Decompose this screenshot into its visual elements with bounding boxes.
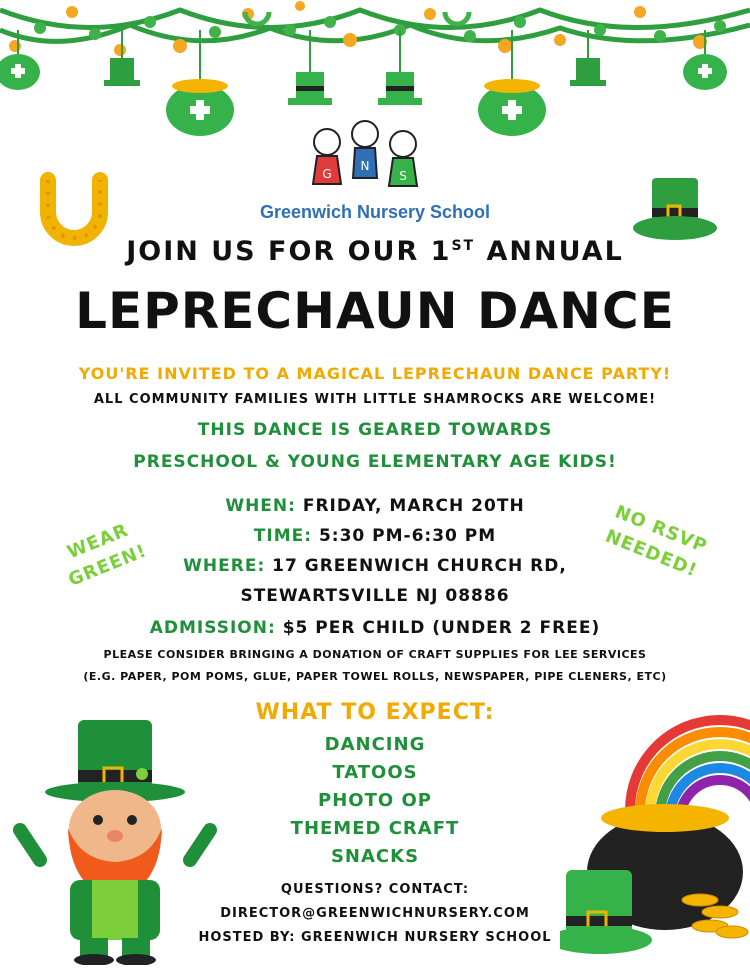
expect-item: PHOTO OP [318, 790, 432, 811]
donation-line-1: PLEASE CONSIDER BRINGING A DONATION OF CRAFT SUPPLIES FOR LEE SERVICES [103, 648, 647, 661]
where-line: WHERE: 17 GREENWICH CHURCH RD, [183, 556, 567, 576]
invite-text: YOU'RE INVITED TO A MAGICAL LEPRECHAUN DANCE PARTY! [78, 364, 672, 383]
contact-email[interactable]: DIRECTOR@GREENWICHNURSERY.COM [220, 906, 530, 921]
svg-text:G: G [322, 167, 332, 181]
welcome-text: ALL COMMUNITY FAMILIES WITH LITTLE SHAMROCKS ARE WELCOME! [93, 392, 657, 407]
expect-item: DANCING [324, 734, 426, 755]
geared-line-1: THIS DANCE IS GEARED TOWARDS [197, 420, 553, 440]
svg-text:N: N [360, 159, 370, 173]
expect-item: SNACKS [330, 846, 420, 867]
leprechaun-icon [10, 710, 220, 965]
when-line: WHEN: FRIDAY, MARCH 20TH [225, 496, 525, 516]
expect-item: THEMED CRAFT [290, 818, 460, 839]
headline: JOIN US FOR OUR 1ST ANNUAL [126, 236, 624, 267]
where-line-2: STEWARTSVILLE NJ 08886 [240, 586, 510, 606]
hosted-by: HOSTED BY: GREENWICH NURSERY SCHOOL [198, 930, 552, 945]
rainbow-icon [560, 700, 750, 965]
kids-logo-icon [285, 112, 445, 200]
geared-line-2: PRESCHOOL & YOUNG ELEMENTARY AGE KIDS! [133, 452, 617, 472]
expect-title: WHAT TO EXPECT: [255, 700, 495, 725]
expect-item: TATOOS [332, 762, 418, 783]
admission-line: ADMISSION: $5 PER CHILD (UNDER 2 FREE) [149, 618, 601, 638]
donation-line-2: (E.G. PAPER, POM POMS, GLUE, PAPER TOWEL ROLLS, NEWSPAPER, PIPE CLENERS, ETC) [83, 670, 667, 683]
time-line: TIME: 5:30 PM-6:30 PM [253, 526, 497, 546]
questions-text: QUESTIONS? CONTACT: [280, 882, 470, 897]
school-name: Greenwich Nursery School [259, 202, 491, 222]
page-title: LEPRECHAUN DANCE [75, 282, 675, 340]
no-rsvp-note: NO RSVP NEEDED! [602, 501, 711, 582]
svg-text:S: S [399, 169, 407, 183]
wear-green-note: WEAR GREEN! [64, 519, 150, 591]
